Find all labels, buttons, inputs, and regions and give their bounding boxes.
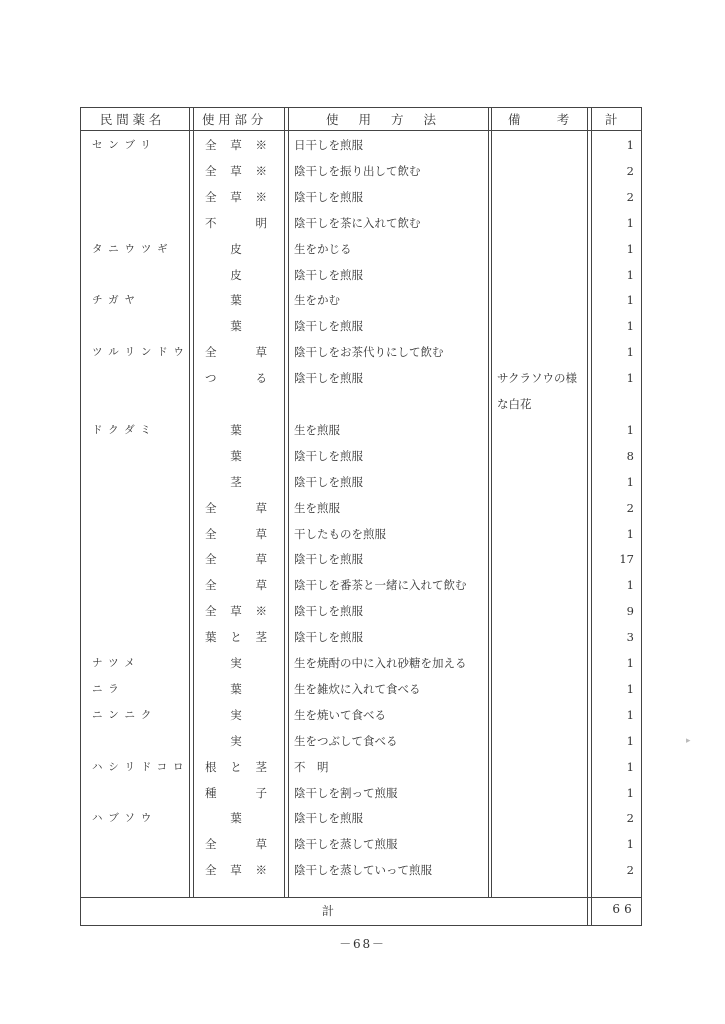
table-cell-count: 1	[626, 268, 634, 282]
header-count: 計	[605, 112, 622, 127]
table-cell-name: ナツメ	[92, 657, 141, 669]
table-cell-method: 不 明	[294, 760, 329, 774]
table-cell-part: 茎	[230, 475, 242, 489]
table-cell-count: 1	[626, 319, 634, 333]
table-cell-count: 9	[626, 604, 634, 618]
table-cell-method: 陰干しをお茶代りにして飲む	[294, 345, 444, 359]
header-method: 使 用 方 法	[326, 112, 440, 127]
table-cell-method: 生をかむ	[294, 293, 340, 307]
table-cell-count: 8	[626, 449, 634, 463]
table-cell-name: ニンニク	[92, 709, 158, 721]
table-cell-part: 根と茎	[205, 760, 267, 774]
table-cell-part: 全草※	[205, 604, 267, 618]
table-cell-method: 生を煎服	[294, 501, 340, 515]
table-cell-method: 陰干しを蒸して煎服	[294, 837, 398, 851]
table-cell-count: 1	[626, 760, 634, 774]
table-cell-method: 陰干しを番茶と一緒に入れて飲む	[294, 578, 467, 592]
table-cell-method: 陰干しを煎服	[294, 268, 363, 282]
table-cell-name: センブリ	[92, 139, 157, 151]
table-cell-method: 陰干しを煎服	[294, 475, 363, 489]
table-cell-count: 1	[626, 138, 634, 152]
table-cell-part: 実	[230, 734, 242, 748]
table-cell-method: 陰干しを振り出して飲む	[294, 164, 421, 178]
table-cell-part: 葉	[230, 293, 242, 307]
table-cell-part: 全 草	[205, 578, 267, 592]
header-note: 備 考	[508, 112, 574, 127]
table-cell-method: 陰干しを煎服	[294, 604, 363, 618]
table-cell-count: 2	[626, 164, 634, 178]
scan-mark: ▸	[686, 736, 691, 746]
table-cell-count: 1	[626, 345, 634, 359]
table-cell-count: 2	[626, 863, 634, 877]
table-cell-part: 種 子	[205, 786, 267, 800]
total-value: 66	[612, 902, 636, 916]
table-cell-count: 1	[626, 708, 634, 722]
table-cell-part: 全 草	[205, 837, 267, 851]
table-cell-count: 3	[626, 630, 634, 644]
table-cell-method: 陰干しを煎服	[294, 552, 363, 566]
table-cell-name: ドクダミ	[92, 424, 157, 436]
header-name: 民間薬名	[100, 112, 166, 127]
table-cell-method: 陰干しを煎服	[294, 449, 363, 463]
table-cell-part: 皮	[230, 242, 242, 256]
table-cell-name: タニウツギ	[92, 243, 174, 255]
table-cell-count: 2	[626, 501, 634, 515]
table-cell-count: 1	[626, 734, 634, 748]
table-cell-part: 全草※	[205, 190, 267, 204]
table-cell-part: 全草※	[205, 863, 267, 877]
table-cell-part: 葉	[230, 423, 242, 437]
table-cell-part: 全 草	[205, 552, 267, 566]
table-cell-count: 1	[626, 837, 634, 851]
table-cell-method: 陰干しを煎服	[294, 630, 363, 644]
table-cell-count: 1	[626, 242, 634, 256]
table-cell-part: 葉	[230, 449, 242, 463]
table-cell-method: 生をつぶして食べる	[294, 734, 398, 748]
table-cell-count: 1	[626, 527, 634, 541]
table-cell-part: 実	[230, 656, 242, 670]
table-cell-note: サクラソウの様	[497, 371, 578, 385]
table-cell-part: 葉と茎	[205, 630, 267, 644]
table-cell-note: な白花	[497, 397, 532, 411]
table-cell-method: 生を焼酎の中に入れ砂糖を加える	[294, 656, 467, 670]
table-cell-part: 全 草	[205, 527, 267, 541]
table-cell-count: 1	[626, 656, 634, 670]
table-cell-part: 皮	[230, 268, 242, 282]
table-cell-count: 1	[626, 293, 634, 307]
table-cell-method: 陰干しを割って煎服	[294, 786, 398, 800]
table-cell-name: ハブソウ	[92, 812, 158, 824]
page-number: －68－	[339, 937, 386, 951]
table-cell-name: ハシリドコロ	[92, 761, 190, 773]
table-cell-part: 全 草	[205, 345, 267, 359]
table-cell-count: 1	[626, 475, 634, 489]
table-cell-method: 陰干しを煎服	[294, 319, 363, 333]
table-cell-method: 日干しを煎服	[294, 138, 363, 152]
table-cell-name: ニラ	[92, 683, 125, 695]
table-cell-part: 全草※	[205, 138, 267, 152]
table-cell-method: 陰干しを煎服	[294, 190, 363, 204]
table-cell-name: ツルリンドウ	[92, 346, 190, 358]
table-cell-method: 生を焼いて食べる	[294, 708, 386, 722]
table-cell-count: 1	[626, 682, 634, 696]
table-cell-part: 全草※	[205, 164, 267, 178]
table-cell-part: 葉	[230, 319, 242, 333]
table-cell-part: 葉	[230, 811, 242, 825]
table-cell-count: 2	[626, 811, 634, 825]
table-cell-name: チガヤ	[92, 294, 141, 306]
header-part: 使用部分	[202, 112, 268, 127]
table-cell-method: 生をかじる	[294, 242, 352, 256]
table-cell-part: 実	[230, 708, 242, 722]
table-cell-count: 1	[626, 216, 634, 230]
table-cell-part: 全 草	[205, 501, 267, 515]
table-cell-count: 1	[626, 786, 634, 800]
table-cell-method: 陰干しを蒸していって煎服	[294, 863, 432, 877]
table-cell-part: 葉	[230, 682, 242, 696]
table-cell-method: 干したものを煎服	[294, 527, 386, 541]
table-cell-count: 17	[619, 552, 634, 566]
table-cell-method: 生を煎服	[294, 423, 340, 437]
total-label: 計	[322, 904, 335, 918]
table-cell-count: 1	[626, 423, 634, 437]
table-cell-count: 2	[626, 190, 634, 204]
table-cell-part: つ る	[205, 371, 267, 385]
table-cell-method: 生を雑炊に入れて食べる	[294, 682, 421, 696]
table-cell-method: 陰干しを煎服	[294, 371, 363, 385]
table-cell-count: 1	[626, 578, 634, 592]
table-cell-method: 陰干しを煎服	[294, 811, 363, 825]
table-cell-part: 不 明	[205, 216, 267, 230]
table-cell-count: 1	[626, 371, 634, 385]
table-cell-method: 陰干しを茶に入れて飲む	[294, 216, 421, 230]
